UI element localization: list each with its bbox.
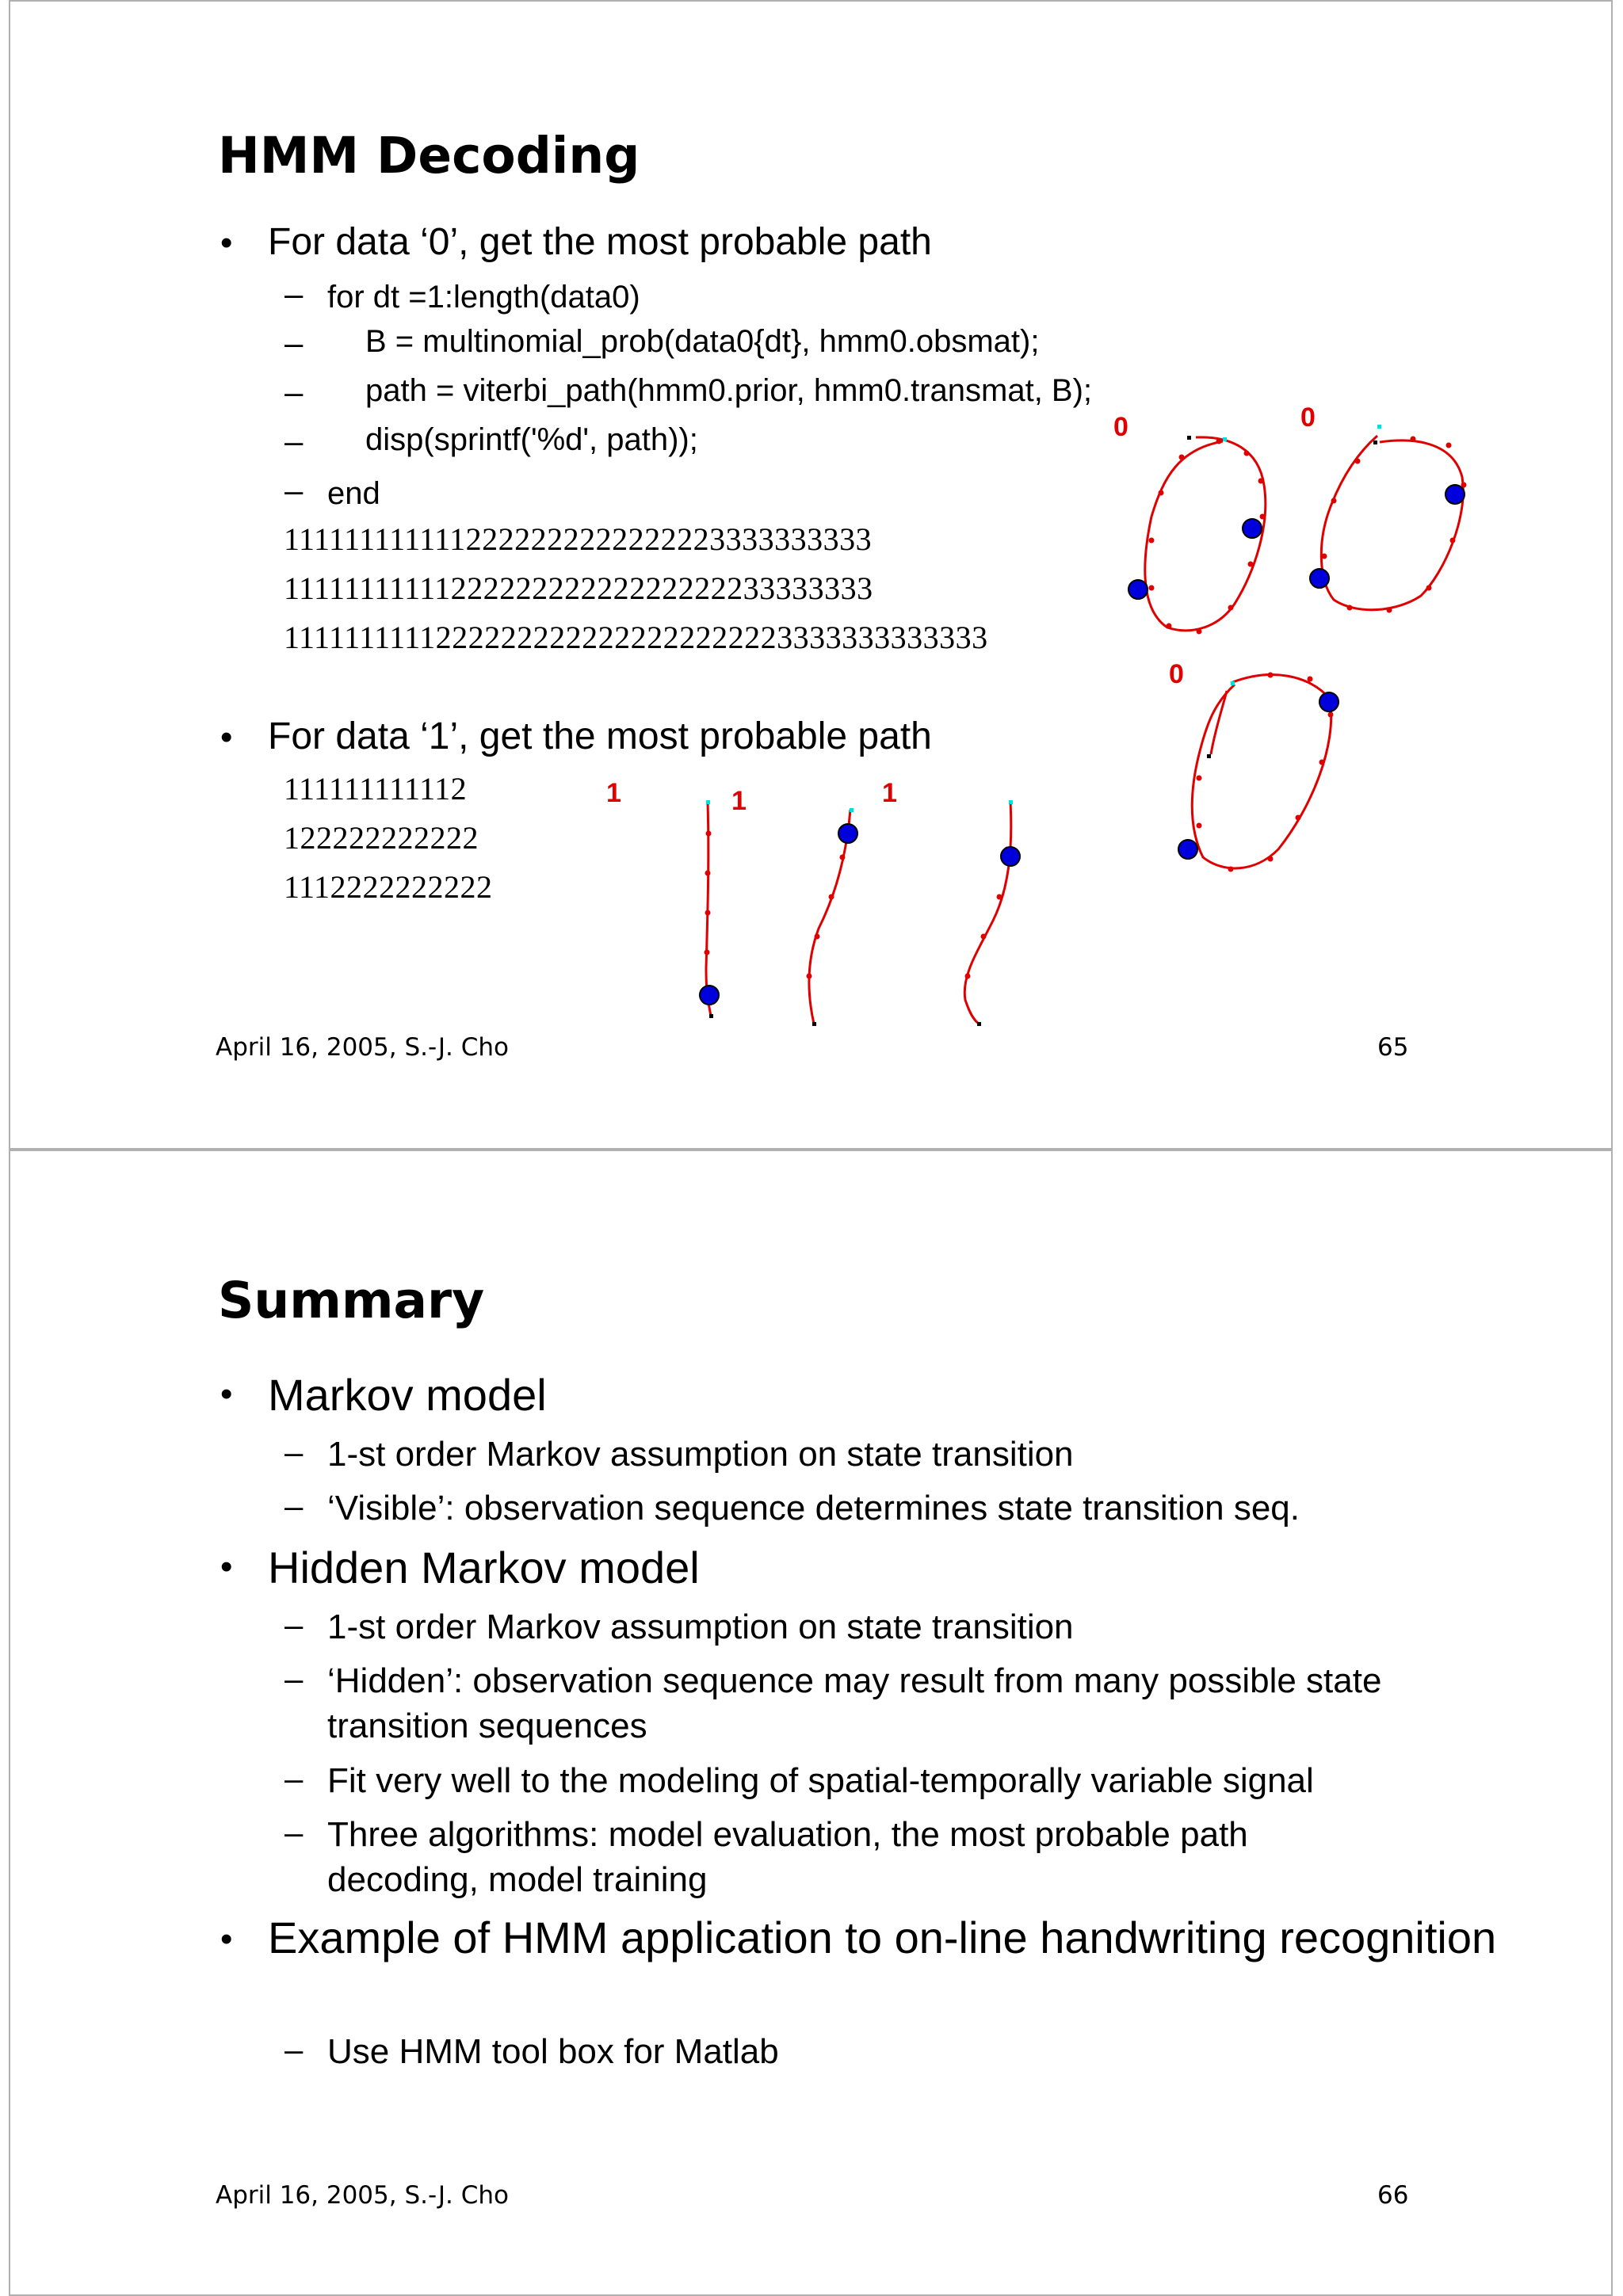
state-markers — [700, 485, 1465, 1005]
figure-label: 0 — [1113, 412, 1128, 442]
dash-marker: – — [285, 471, 304, 509]
code-line: disp(sprintf('%d', path)); — [365, 422, 698, 457]
page-number: 66 — [1377, 2181, 1409, 2210]
ink-stroke-one — [964, 802, 1011, 1024]
slide-65 — [9, 0, 1613, 1150]
dash-marker: – — [285, 422, 304, 460]
path-output: 1112222222222 — [284, 869, 493, 905]
slide-66 — [9, 1150, 1613, 2296]
bullet-text: Markov model — [268, 1370, 547, 1420]
bullet-text: For data ‘0’, get the most probable path — [268, 221, 932, 263]
path-output: 122222222222 — [284, 820, 479, 856]
bullet-text: Hidden Markov model — [268, 1543, 700, 1592]
bullet-marker: • — [220, 1920, 233, 1958]
handwriting-figures — [10, 2, 1611, 1150]
path-output: 111111111112 — [284, 771, 468, 807]
code-line: path = viterbi_path(hmm0.prior, hmm0.transmat, B); — [365, 373, 1093, 408]
sub-item: Use HMM tool box for Matlab — [327, 2032, 779, 2071]
dash-marker: – — [285, 1606, 304, 1643]
figure-label: 0 — [1300, 402, 1316, 433]
sub-item: ‘Hidden’: observation sequence may result from many possible state transition sequences — [327, 1661, 1382, 1745]
sub-item: Fit very well to the modeling of spatial-temporally variable signal — [327, 1761, 1314, 1800]
slide-title: Summary — [218, 1272, 485, 1329]
dash-marker: – — [285, 1660, 304, 1697]
sub-item: ‘Visible’: observation sequence determines state transition seq. — [327, 1489, 1300, 1527]
sub-item: Three algorithms: model evaluation, the most probable path decoding, model training — [327, 1815, 1248, 1899]
bullet-marker: • — [220, 1547, 233, 1586]
ink-stroke-zero — [1211, 691, 1227, 754]
footer-date-author: April 16, 2005, S.-J. Cho — [216, 1033, 510, 1062]
dash-marker: – — [285, 2031, 304, 2068]
dash-marker: – — [285, 1487, 304, 1524]
code-line: B = multinomial_prob(data0{dt}, hmm0.obsmat); — [365, 324, 1040, 359]
figure-label: 1 — [882, 778, 897, 808]
figure-label: 0 — [1169, 659, 1184, 689]
sub-item: 1-st order Markov assumption on state transition — [327, 1608, 1074, 1646]
ink-stroke-zero — [1321, 436, 1463, 610]
code-line: for dt =1:length(data0) — [327, 280, 640, 315]
bullet-text: Example of HMM application to on-line handwriting recognition — [268, 1913, 1497, 1962]
dash-marker: – — [285, 373, 304, 410]
ink-stroke-zero — [1192, 675, 1331, 868]
bullet-marker: • — [220, 718, 233, 757]
footer-date-author: April 16, 2005, S.-J. Cho — [216, 2181, 510, 2210]
slide-title: HMM Decoding — [218, 127, 640, 185]
code-line: end — [327, 476, 380, 511]
bullet-marker: • — [220, 1375, 233, 1413]
sub-item: 1-st order Markov assumption on state transition — [327, 1435, 1074, 1474]
dash-marker: – — [285, 1814, 304, 1851]
dash-marker: – — [285, 324, 304, 361]
path-output: 11111111112222222222222222222223333333333333 — [284, 620, 988, 655]
sample-points — [705, 437, 1467, 979]
dash-marker: – — [285, 1433, 304, 1470]
figure-label: 1 — [606, 778, 621, 808]
bullet-text: For data ‘1’, get the most probable path — [268, 715, 932, 757]
dash-marker: – — [285, 275, 304, 312]
bullet-marker: • — [220, 223, 233, 262]
path-output: 1111111111122222222222222222233333333 — [284, 570, 873, 606]
path-output: 1111111111112222222222222223333333333 — [284, 521, 873, 557]
dash-marker: – — [285, 1760, 304, 1797]
page-number: 65 — [1377, 1033, 1409, 1062]
figure-label: 1 — [731, 786, 747, 816]
